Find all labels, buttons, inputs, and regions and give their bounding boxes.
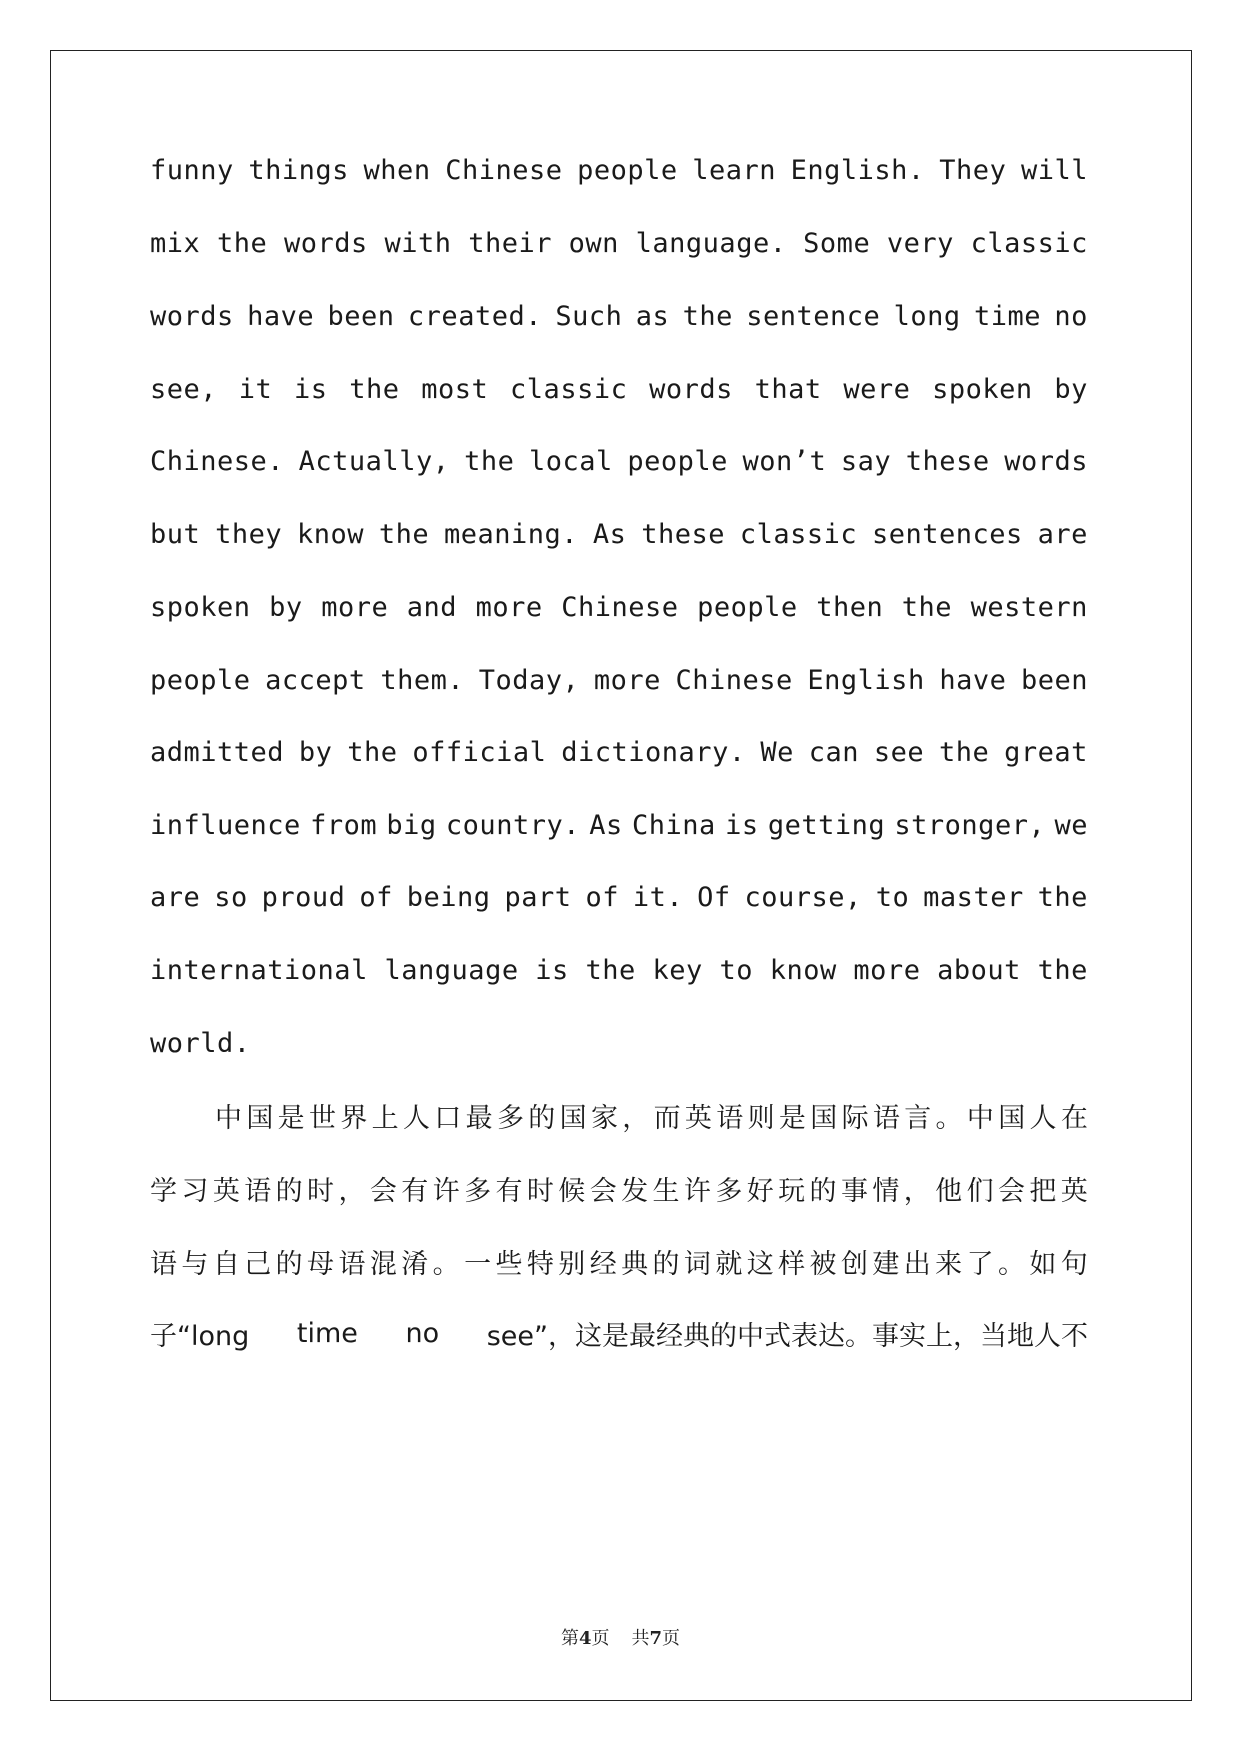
- word: see: [873, 736, 925, 768]
- word: know: [769, 954, 837, 986]
- word: people: [697, 591, 798, 623]
- word: Such: [555, 300, 623, 332]
- word: sentences: [872, 518, 1023, 550]
- word: were: [843, 373, 911, 405]
- word: Of: [697, 881, 731, 913]
- word: words: [649, 373, 733, 405]
- word: language: [384, 954, 519, 986]
- word: classic: [510, 373, 628, 405]
- word: from: [310, 809, 378, 841]
- word: master: [923, 881, 1024, 913]
- word: their: [468, 227, 552, 259]
- word: the: [216, 227, 268, 259]
- text-line: [150, 805, 1088, 845]
- word: classic: [970, 227, 1088, 259]
- text-line: [150, 1168, 1088, 1208]
- word: Chinese: [445, 154, 563, 186]
- word: big: [386, 809, 437, 841]
- text-line: [150, 223, 1088, 263]
- text-line: [150, 950, 1088, 990]
- word: with: [384, 227, 452, 259]
- word: We: [760, 736, 794, 768]
- word: Chinese: [561, 591, 679, 623]
- word: to: [875, 881, 910, 913]
- word: and: [406, 591, 458, 623]
- text-segment: time: [296, 1317, 358, 1349]
- text-line: [150, 1023, 1088, 1063]
- word: the: [1037, 954, 1088, 986]
- text-line: [150, 1241, 1088, 1281]
- word: the: [347, 736, 398, 768]
- word: very: [886, 227, 954, 259]
- word: official: [412, 736, 547, 768]
- text-line: [150, 1313, 1088, 1353]
- word: the: [464, 445, 515, 477]
- text-line: [150, 369, 1088, 409]
- word: are: [150, 881, 201, 913]
- word: of: [585, 881, 619, 913]
- word: key: [652, 954, 703, 986]
- text-segment: see”，这是最经典的中式表达。事实上，当地人不: [486, 1320, 1088, 1352]
- word: more: [853, 954, 921, 986]
- word: being: [406, 881, 491, 913]
- word: things: [248, 154, 349, 186]
- word: great: [1004, 736, 1088, 768]
- word: people: [627, 445, 728, 477]
- word: more: [475, 591, 543, 623]
- word: about: [937, 954, 1021, 986]
- footer-page-current: 4: [578, 1628, 592, 1649]
- word: can: [808, 736, 860, 768]
- word: dictionary.: [561, 736, 746, 768]
- word: spoken: [932, 373, 1033, 405]
- word: that: [754, 373, 822, 405]
- word: part: [504, 881, 572, 913]
- word: learn: [692, 154, 777, 186]
- word: country.: [445, 809, 580, 841]
- word: words: [150, 300, 234, 332]
- word: As: [592, 518, 627, 550]
- text-segment: 语 与 自 己 的 母 语 混 淆 。 一 些 特 别 经 典 的 词 就 这 样 被 创 建 出 来 了 。 如 句: [150, 1248, 1088, 1280]
- word: they: [215, 518, 283, 550]
- word: world.: [150, 1027, 251, 1059]
- footer-page-prefix: 第: [560, 1628, 579, 1649]
- word: the: [378, 518, 430, 550]
- word: English.: [790, 154, 925, 186]
- word: see,: [150, 373, 218, 405]
- word: it.: [632, 881, 684, 913]
- word: have: [939, 664, 1007, 696]
- word: western: [970, 591, 1088, 623]
- word: know: [297, 518, 365, 550]
- word: the: [585, 954, 636, 986]
- word: so: [214, 881, 248, 913]
- word: Chinese.: [150, 445, 285, 477]
- word: course,: [744, 881, 862, 913]
- word: Chinese: [675, 664, 793, 696]
- word: these: [905, 445, 990, 477]
- word: proud: [261, 881, 346, 913]
- word: say: [840, 445, 892, 477]
- word: the: [939, 736, 990, 768]
- word: people: [577, 154, 678, 186]
- text-segment: 中 国 是 世 界 上 人 口 最 多 的 国 家 ， 而 英 语 则 是 国 际 语 言 。 中 国 人 在: [215, 1102, 1088, 1134]
- word: been: [1020, 664, 1088, 696]
- text-line: [150, 150, 1088, 190]
- text-segment: no: [405, 1317, 440, 1349]
- word: meaning.: [444, 518, 579, 550]
- word: influence: [150, 809, 301, 841]
- word: funny: [150, 154, 234, 186]
- word: accept: [265, 664, 366, 696]
- text-line: [215, 1095, 1088, 1135]
- word: to: [719, 954, 753, 986]
- word: these: [641, 518, 726, 550]
- word: own: [568, 227, 619, 259]
- text-segment: 子“long: [150, 1320, 250, 1352]
- word: words: [283, 227, 368, 259]
- word: of: [359, 881, 393, 913]
- word: They: [939, 154, 1007, 186]
- word: admitted: [150, 736, 285, 768]
- word: the: [682, 300, 733, 332]
- word: Some: [803, 227, 871, 259]
- word: people: [150, 664, 251, 696]
- footer-total-unit: 页: [662, 1628, 681, 1649]
- word: is: [294, 373, 328, 405]
- word: most: [421, 373, 489, 405]
- word: been: [327, 300, 395, 332]
- text-line: [150, 877, 1088, 917]
- word: by: [1054, 373, 1088, 405]
- text-line: [150, 514, 1088, 554]
- word: created.: [407, 300, 542, 332]
- footer-page-unit: 页: [591, 1628, 610, 1649]
- word: by: [269, 591, 303, 623]
- word: the: [901, 591, 953, 623]
- word: will: [1020, 154, 1088, 186]
- word: we: [1054, 809, 1088, 841]
- word: China: [632, 809, 716, 841]
- word: sentence: [746, 300, 881, 332]
- word: classic: [739, 518, 858, 550]
- footer-total-prefix: 共: [631, 1628, 650, 1649]
- word: by: [298, 736, 333, 768]
- word: won’t: [742, 445, 827, 477]
- footer-page-total: 7: [649, 1628, 663, 1649]
- text-line: [150, 587, 1088, 627]
- word: as: [635, 300, 670, 332]
- word: no: [1054, 300, 1088, 332]
- word: it: [238, 373, 273, 405]
- text-line: [150, 441, 1088, 481]
- word: them.: [380, 664, 465, 696]
- word: more: [593, 664, 661, 696]
- word: is: [535, 954, 569, 986]
- page-footer: [0, 1624, 1241, 1650]
- word: long: [893, 300, 961, 332]
- word: As: [589, 809, 623, 841]
- word: local: [528, 445, 613, 477]
- word: the: [349, 373, 400, 405]
- word: have: [247, 300, 315, 332]
- word: Today,: [478, 664, 580, 696]
- word: international: [150, 954, 368, 986]
- word: time: [974, 300, 1042, 332]
- word: stronger,: [894, 809, 1046, 841]
- word: when: [363, 154, 431, 186]
- word: Actually,: [298, 445, 450, 477]
- word: words: [1004, 445, 1088, 477]
- word: spoken: [150, 591, 251, 623]
- word: more: [321, 591, 389, 623]
- word: are: [1037, 518, 1088, 550]
- word: getting: [767, 809, 886, 841]
- word: language.: [635, 227, 787, 259]
- word: then: [816, 591, 884, 623]
- word: but: [150, 518, 201, 550]
- text-segment: 学 习 英 语 的 时 ， 会 有 许 多 有 时 候 会 发 生 许 多 好 玩 的 事 情 ， 他 们 会 把 英: [150, 1175, 1088, 1207]
- word: is: [725, 809, 759, 841]
- word: mix: [150, 227, 201, 259]
- word: English: [807, 664, 925, 696]
- text-line: [150, 660, 1088, 700]
- word: the: [1037, 881, 1088, 913]
- text-line: [150, 732, 1088, 772]
- text-line: [150, 296, 1088, 336]
